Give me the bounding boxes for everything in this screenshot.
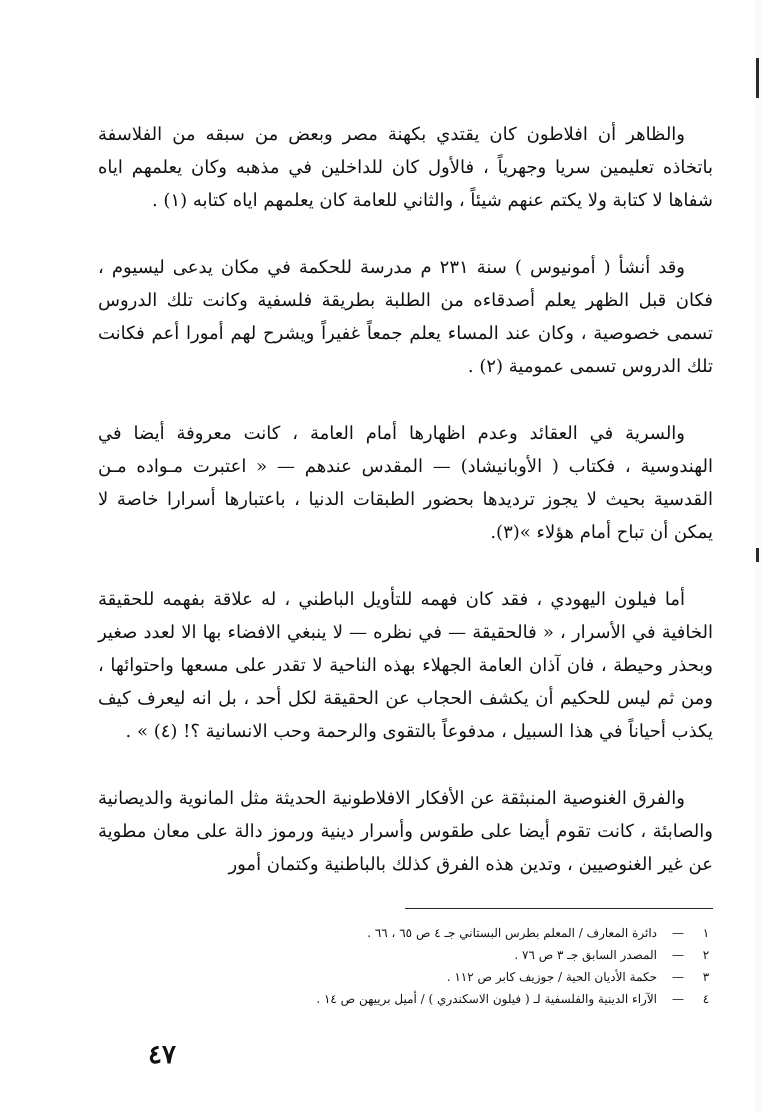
body-text [98,118,713,915]
footnote-text: حكمة الأديان الحية / جوزيف كابر ص ١١٢ . [446,970,657,984]
paragraph-3: والسرية في العقائد وعدم اظهارها أمام العامة ، كانت معروفة أيضا في الهندوسية ، فكتاب ( الأوبانيشاد) — المقدس عندهم — « اعتبرت مـواده مـن القدسية بحيث لا يجوز ترديدها بحضور الطبقات الدنيا ، باعتبارها أسرارا خاصة لا يمكن أن تباح أمام هؤلاء »(٣). [98,423,713,543]
footnote [98,988,713,1010]
footnote-text: دائرة المعارف / المعلم بطرس البستاني جـ ٤ ص ٦٥ ، ٦٦ . [367,926,657,940]
footnote-dash: — [672,970,684,984]
footnote [98,922,713,944]
footnote [98,944,713,966]
paragraph-2: وقد أنشأ ( أمونيوس ) سنة ٢٣١ م مدرسة للحكمة في مكان يدعى ليسيوم ، فكان قبل الظهر يعلم أصدقاءه من الطلبة بطريقة فلسفية وكانت تلك الدروس تسمى خصوصية ، وكان عند المساء يعلم جمعاً غفيراً ويشرح لهم أمورا أعم فكانت تلك الدروس تسمى عمومية (٢) . [98,257,713,377]
footnote-dash: — [672,948,684,962]
edge-mark [756,548,759,562]
footnote-dash: — [672,992,684,1006]
page-number: ٤٧ [148,1040,176,1070]
footnote-dash: — [672,926,684,940]
edge-mark [756,58,759,98]
footnote-text: الآراء الدينية والفلسفية لـ ( فيلون الاسكندري ) / أميل برييهن ص ١٤ . [316,992,657,1006]
footnotes [98,922,713,1010]
footnote-number: ٣ [702,970,710,984]
page-edge [755,0,761,1112]
footnote-number: ٤ [702,992,710,1006]
paragraph-5: والفرق الغنوصية المنبثقة عن الأفكار الافلاطونية الحديثة مثل المانوية والديصانية والصابئة ، كانت تقوم أيضا على طقوس وأسرار دينية ورموز دالة على معان مطوية عن غير الغنوصيين ، وتدين هذه الفرق كذلك بالباطنية وكتمان أمور [98,788,713,875]
footnote-text: المصدر السابق جـ ٣ ص ٧٦ . [514,948,657,962]
footnote-number: ١ [702,926,710,940]
footnote-rule [405,908,713,909]
paragraph-1: والظاهر أن افلاطون كان يقتدي بكهنة مصر وبعض من سبقه من الفلاسفة باتخاذه تعليمين سريا وجهرياً ، فالأول كان للداخلين في مذهبه وكان يعلمهم اياه شفاها لا كتابة ولا يكتم عنهم شيئاً ، والثاني للعامة كان يعلمهم اياه كتابه (١) . [98,124,713,211]
footnote [98,966,713,988]
paragraph-4: أما فيلون اليهودي ، فقد كان فهمه للتأويل الباطني ، له علاقة بفهمه للحقيقة الخافية في الأسرار ، « فالحقيقة — في نظره — لا ينبغي الافضاء بها الا لعدد صغير وبحذر وحيطة ، فان آذان العامة الجهلاء بهذه الناحية لا تقدر على مسعها واحتوائها ، ومن ثم ليس للحكيم أن يكشف الحجاب عن الحقيقة لكل أحد ، بل انه ليعرف كيف يكذب أحياناً في هذا السبيل ، مدفوعاً بالتقوى والرحمة وحب الانسانية ؟! (٤) » . [98,589,713,742]
footnote-number: ٢ [702,948,710,962]
